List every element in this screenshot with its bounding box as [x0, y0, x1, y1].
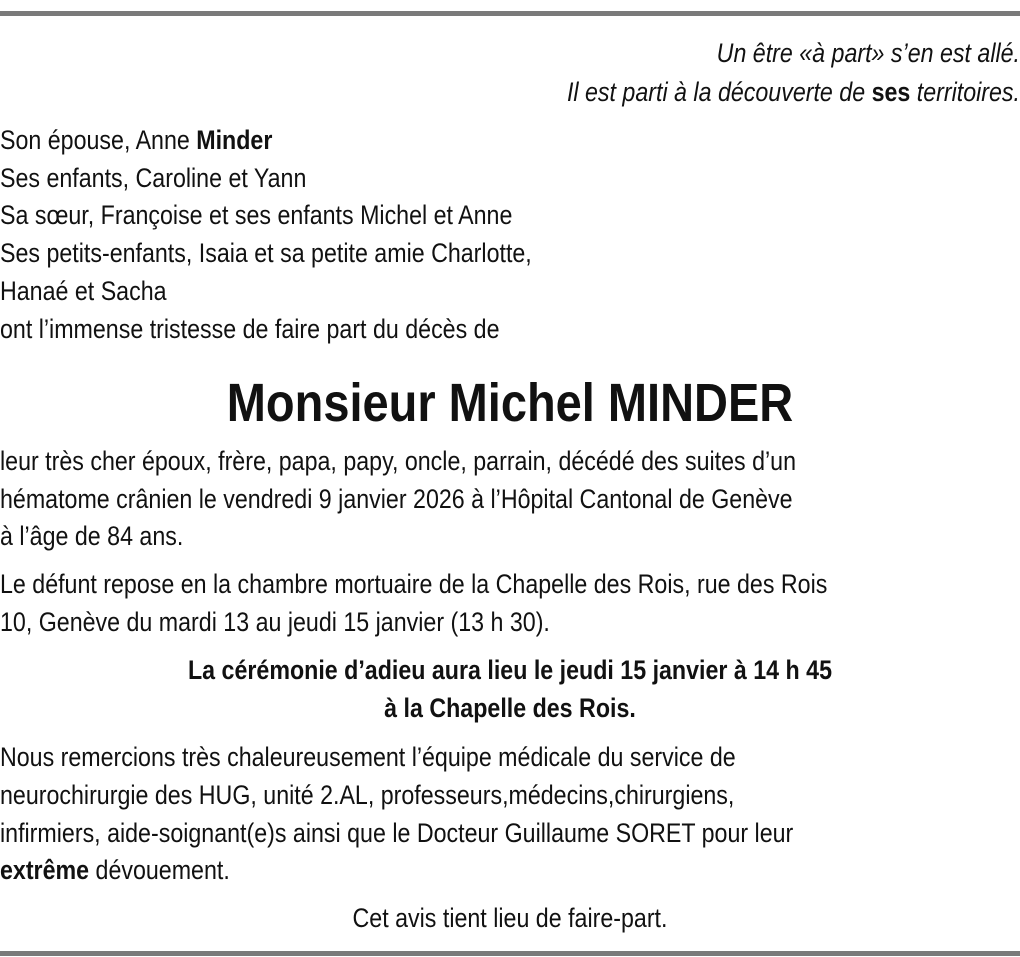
family-line-children: Ses enfants, Caroline et Yann: [0, 163, 307, 193]
description-line-3: à l’âge de 84 ans.: [0, 521, 184, 551]
ceremony-line-2: à la Chapelle des Rois.: [384, 693, 636, 723]
thanks-line-4: extrême dévouement.: [0, 855, 230, 885]
family-line-sister: Sa sœur, Françoise et ses enfants Michel et Anne: [0, 200, 513, 230]
thanks-line-2: neurochirurgie des HUG, unité 2.AL, professeurs,médecins,chirurgiens,: [0, 780, 735, 810]
viewing-line-1: Le défunt repose en la chambre mortuaire de la Chapelle des Rois, rue des Rois: [0, 569, 828, 599]
family-line-announcement: ont l’immense tristesse de faire part du décès de: [0, 314, 500, 344]
description-line-1: leur très cher époux, frère, papa, papy, oncle, parrain, décédé des suites d’un: [0, 446, 796, 476]
closing-note: Cet avis tient lieu de faire-part.: [352, 903, 668, 933]
description-line-2: hématome crânien le vendredi 9 janvier 2026 à l’Hôpital Cantonal de Genève: [0, 484, 793, 514]
family-line-grandchildren-cont: Hanaé et Sacha: [0, 276, 167, 306]
ceremony-line-1: La cérémonie d’adieu aura lieu le jeudi 15 janvier à 14 h 45: [187, 655, 832, 685]
family-line-spouse: Son épouse, Anne Minder: [0, 125, 273, 155]
thanks-line-1: Nous remercions très chaleureusement l’équipe médicale du service de: [0, 742, 736, 772]
bottom-rule: [0, 951, 1020, 956]
family-line-grandchildren: Ses petits-enfants, Isaia et sa petite amie Charlotte,: [0, 238, 532, 268]
epigraph-line-2: Il est parti à la découverte de ses territoires.: [566, 77, 1020, 107]
epigraph-line-1: Un être «à part» s’en est allé.: [716, 38, 1020, 68]
deceased-name: Monsieur Michel MINDER: [226, 373, 794, 433]
thanks-line-3: infirmiers, aide-soignant(e)s ainsi que le Docteur Guillaume SORET pour leur: [0, 818, 794, 848]
viewing-line-2: 10, Genève du mardi 13 au jeudi 15 janvier (13 h 30).: [0, 607, 550, 637]
